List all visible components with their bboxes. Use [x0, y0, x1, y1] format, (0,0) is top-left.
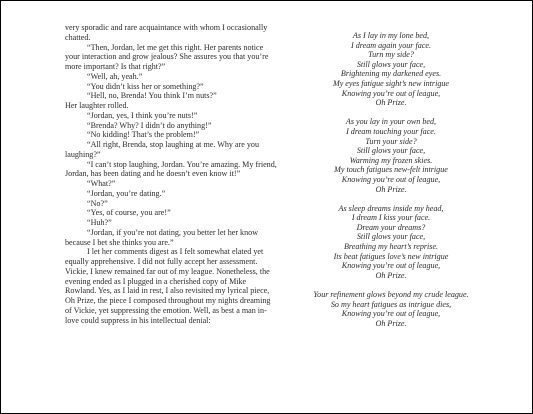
poem-line: Its beat fatigues love’s new intrigue: [333, 251, 449, 261]
prose-paragraph: “Hell, no, Brenda! You think I’m nuts?”: [87, 91, 217, 101]
prose-paragraph: “All right, Brenda, stop laughing at me. Why are you laughing?”: [65, 140, 260, 159]
poem-column: [293, 31, 489, 338]
prose-paragraph: very sporadic and rare acquaintance with whom I occasionally chatted.: [65, 23, 268, 42]
poem-line: Knowing you’re out of league,: [341, 309, 441, 319]
poem-line: I dream touching your face.: [346, 126, 436, 136]
poem-line: My touch fatigues new-felt intrigue: [334, 165, 448, 175]
poem-stanza: [293, 290, 489, 328]
prose-paragraph: “No kidding! That’s the problem!”: [87, 130, 200, 140]
prose-column: [65, 23, 279, 325]
poem-stanza: [293, 31, 489, 108]
poem-line: Oh Prize.: [375, 270, 407, 280]
poem-line: Dream your dreams?: [356, 222, 426, 232]
poem-line: Oh Prize.: [375, 98, 407, 108]
poem-line: Still glows your face,: [356, 232, 426, 242]
poem-line: Turn my side?: [368, 50, 414, 60]
prose-paragraph: “Jordan, if you’re not dating, you better let her know because I bet she thinks you are.”: [65, 227, 259, 247]
poem-line: Brightening my darkened eyes.: [340, 69, 442, 79]
poem-line: My eyes fatigue sight’s new intrigue: [332, 78, 450, 88]
prose-paragraph: “Brenda? Why? I didn’t do anything!”: [87, 120, 212, 130]
poem-line: I dream again your face.: [351, 40, 431, 50]
prose-paragraph: “I can’t stop laughing, Jordan. You’re amazing. My friend, Jordan, has been dating and he doesn’t even know it!”: [65, 159, 277, 179]
prose-paragraph: “Jordan, you’re dating.”: [87, 188, 166, 198]
prose-paragraph: “Yes, of course, you are!”: [87, 208, 171, 218]
prose-paragraph: “No?”: [87, 198, 108, 208]
poem-line: Oh Prize.: [375, 318, 407, 328]
poem-line: I dream I kiss your face.: [351, 213, 431, 223]
poem-line: Warming my frozen skies.: [349, 155, 433, 165]
poem-line: Turn your side?: [365, 136, 417, 146]
prose-paragraph: “Well, ah, yeah.”: [87, 71, 143, 81]
poem-line: Oh Prize.: [375, 184, 407, 194]
prose-paragraph: “You didn’t kiss her or something?”: [87, 81, 204, 91]
poem-stanza: [293, 117, 489, 194]
poem-line: Still glows your face,: [356, 146, 426, 156]
poem-line: So my heart fatigues as intrigue dies,: [330, 299, 452, 309]
poem-line: As I lay in my lone bed,: [352, 31, 430, 40]
prose-paragraph: “Then, Jordan, let me get this right. Her parents notice your interaction and grow jealous? She assures you that you’re more important? Is that right?”: [65, 42, 269, 71]
prose-paragraph: I let her comments digest as I felt somewhat elated yet equally apprehensive. I did not fully accept her assessment. Vickie, I knew remained far out of my league. Nonetheless, the evening ended as I plugged in a cherished copy of Mike Rowland. Yes, as I laid in rest, I also revisited my lyrical piece, Oh Prize, the piece I composed throughout my nights dreaming of Vickie, yet suppressing the emotion. Well, as best a man in-love could suppress in his intellectual denial:: [65, 247, 271, 325]
prose-paragraph: “Huh?”: [87, 218, 112, 227]
poem-line: Knowing you’re out of league,: [341, 261, 441, 271]
prose-paragraph: “What?”: [87, 179, 116, 188]
poem-line: As you lay in your own bed,: [345, 117, 437, 127]
poem-line: Your refinement glows beyond my crude league.: [313, 290, 469, 300]
poem-line: Knowing you’re out of league,: [341, 174, 441, 184]
poem-line: Still glows your face,: [356, 59, 426, 69]
prose-paragraph: “Jordan, yes, I think you’re nuts!”: [87, 110, 198, 120]
poem-line: Breathing my heart’s reprise.: [343, 242, 439, 252]
poem-line: Knowing you’re out of league,: [341, 88, 441, 98]
poem-line: As sleep dreams inside my head,: [338, 203, 444, 213]
poem-stanza: [293, 204, 489, 281]
prose-paragraph: Her laughter rolled.: [65, 101, 129, 110]
